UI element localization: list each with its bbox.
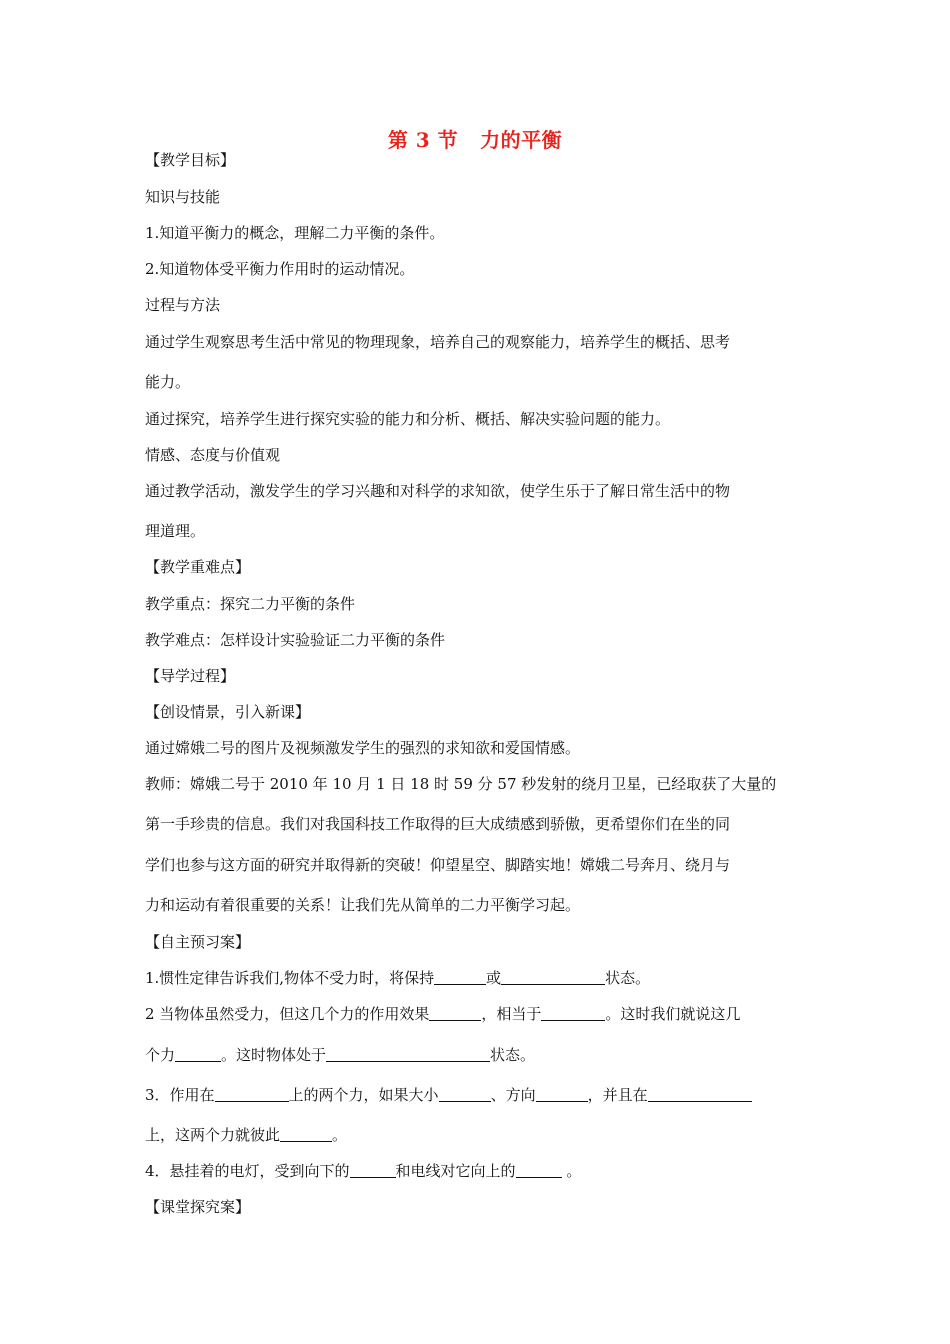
heading-teaching-goals: 【教学目标】 [145, 151, 236, 169]
paragraph: 力和运动有着很重要的关系！让我们先从简单的二力平衡学习起。 [145, 896, 581, 914]
heading-key-points: 【教学重难点】 [145, 558, 251, 576]
question-3-continued: 上，这两个力就彼此 。 [145, 1126, 348, 1144]
paragraph: 理道理。 [145, 522, 206, 540]
answer-blank[interactable] [175, 1046, 221, 1062]
paragraph: 能力。 [145, 373, 191, 391]
paragraph: 教学重点：探究二力平衡的条件 [145, 595, 356, 613]
answer-blank[interactable] [215, 1086, 289, 1102]
answer-blank[interactable] [536, 1086, 588, 1102]
answer-blank[interactable] [429, 1005, 481, 1021]
paragraph: 通过学生观察思考生活中常见的物理现象，培养自己的观察能力，培养学生的概括、思考 [145, 333, 731, 351]
answer-blank[interactable] [541, 1005, 605, 1021]
answer-blank[interactable] [439, 1086, 491, 1102]
question-4: 4．悬挂着的电灯，受到向下的 和电线对它向上的 。 [145, 1162, 582, 1180]
title-section-number: 第 3 节 [387, 128, 459, 152]
paragraph: 第一手珍贵的信息。我们对我国科技工作取得的巨大成绩感到骄傲，更希望你们在坐的同 [145, 815, 731, 833]
question-3: 3．作用在 上的两个力，如果大小 、方向 ，并且在 [145, 1085, 815, 1105]
subheading-values: 情感、态度与价值观 [145, 446, 281, 464]
heading-guided-process: 【导学过程】 [145, 667, 236, 685]
answer-blank[interactable] [516, 1162, 562, 1178]
paragraph: 通过嫦娥二号的图片及视频激发学生的强烈的求知欲和爱国情感。 [145, 739, 581, 757]
question-2: 2 当物体虽然受力，但这几个力的作用效果 ，相当于 。这时我们就说这几 [145, 1005, 741, 1023]
answer-blank[interactable] [648, 1086, 752, 1102]
paragraph: 教学难点：怎样设计实验验证二力平衡的条件 [145, 631, 446, 649]
subheading-process: 过程与方法 [145, 296, 221, 314]
subheading-knowledge: 知识与技能 [145, 188, 221, 206]
paragraph: 1.知道平衡力的概念，理解二力平衡的条件。 [145, 224, 445, 242]
heading-self-study: 【自主预习案】 [145, 933, 251, 951]
paragraph: 通过探究，培养学生进行探究实验的能力和分析、概括、解决实验问题的能力。 [145, 410, 671, 428]
answer-blank[interactable] [501, 969, 605, 985]
answer-blank[interactable] [434, 969, 486, 985]
answer-blank[interactable] [350, 1162, 396, 1178]
answer-blank[interactable] [326, 1046, 490, 1062]
paragraph: 通过教学活动，激发学生的学习兴趣和对科学的求知欲，使学生乐于了解日常生活中的物 [145, 482, 731, 500]
heading-scenario: 【创设情景，引入新课】 [145, 703, 311, 721]
answer-blank[interactable] [280, 1126, 332, 1142]
heading-class-inquiry: 【课堂探究案】 [145, 1198, 251, 1216]
paragraph: 2.知道物体受平衡力作用时的运动情况。 [145, 260, 415, 278]
paragraph: 学们也参与这方面的研究并取得新的突破！仰望星空、脚踏实地！嫦娥二号奔月、绕月与 [145, 856, 731, 874]
page-title [0, 124, 950, 153]
question-2-continued: 个力 。这时物体处于 状态。 [145, 1046, 536, 1064]
title-text: 力的平衡 [480, 128, 563, 152]
paragraph: 教师：嫦娥二号于 2010 年 10 月 1 日 18 时 59 分 57 秒发射的绕月卫星，已经取获了大量的 [145, 775, 777, 793]
question-1: 1.惯性定律告诉我们,物体不受力时，将保持 或 状态。 [145, 969, 651, 987]
